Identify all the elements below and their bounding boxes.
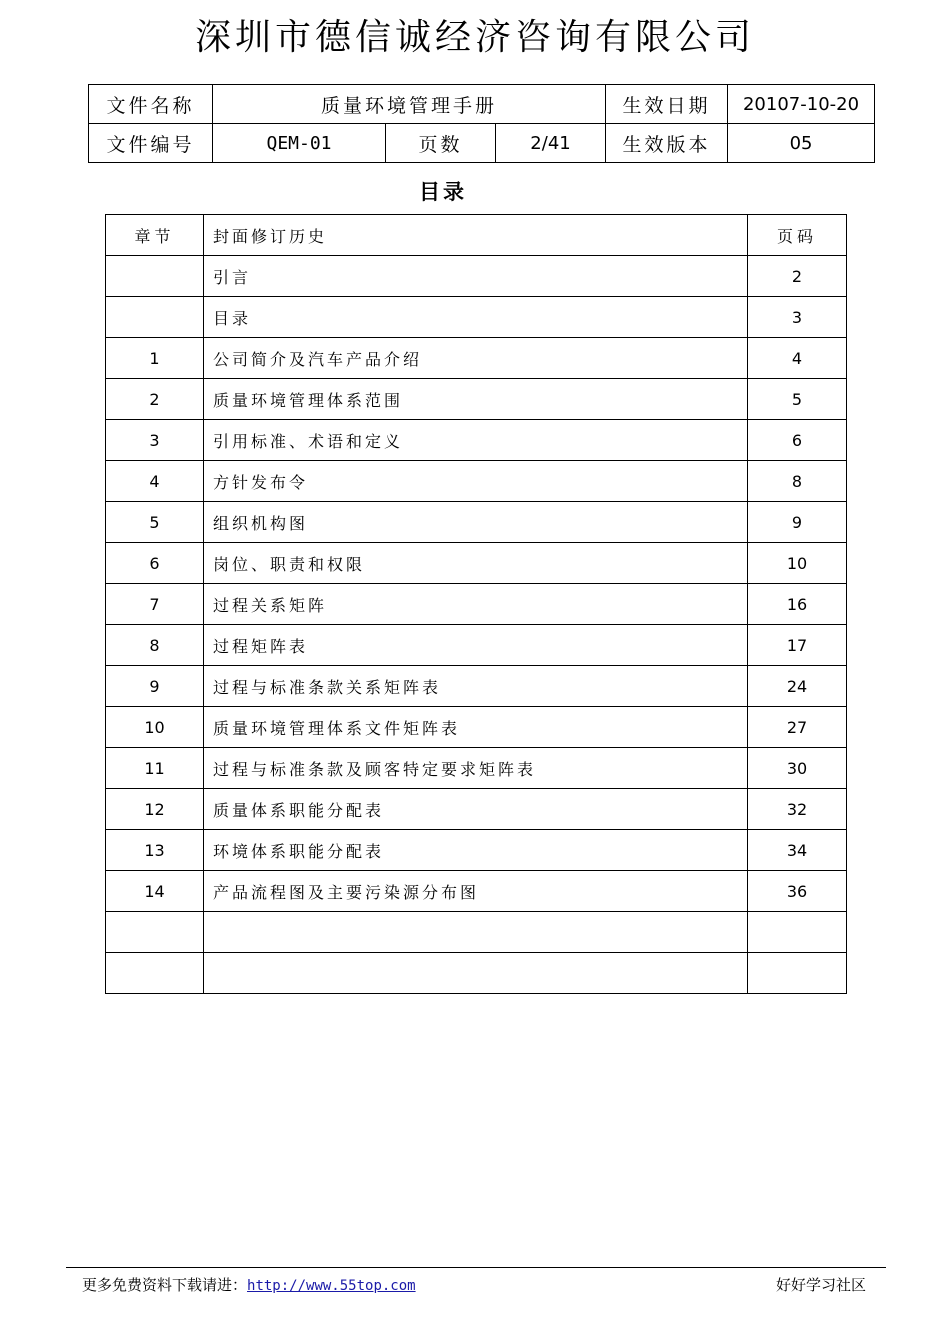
toc-row <box>106 953 847 994</box>
toc-row <box>106 830 847 871</box>
toc-chapter-cell: 3 <box>106 420 204 461</box>
toc-row <box>106 584 847 625</box>
toc-page-cell: 30 <box>748 748 847 789</box>
toc-page-cell <box>748 912 847 953</box>
pages-value: 2/41 <box>496 124 606 163</box>
toc-chapter-cell <box>106 953 204 994</box>
toc-row <box>106 420 847 461</box>
toc-row <box>106 748 847 789</box>
toc-row <box>106 912 847 953</box>
toc-page-cell: 10 <box>748 543 847 584</box>
toc-chapter-cell: 6 <box>106 543 204 584</box>
toc-chapter-cell: 1 <box>106 338 204 379</box>
toc-page-cell: 5 <box>748 379 847 420</box>
toc-page-cell: 17 <box>748 625 847 666</box>
toc-page-cell: 3 <box>748 297 847 338</box>
toc-row <box>106 666 847 707</box>
toc-section-cell: 岗位、职责和权限 <box>204 543 748 584</box>
toc-page-cell: 24 <box>748 666 847 707</box>
toc-section-cell: 质量环境管理体系文件矩阵表 <box>204 707 748 748</box>
toc-section-cell: 公司简介及汽车产品介绍 <box>204 338 748 379</box>
col-section-header: 封面修订历史 <box>204 215 748 256</box>
toc-page-cell: 2 <box>748 256 847 297</box>
toc-page-cell: 32 <box>748 789 847 830</box>
toc-chapter-cell: 4 <box>106 461 204 502</box>
toc-header-row <box>106 215 847 256</box>
doc-name-value: 质量环境管理手册 <box>213 85 606 124</box>
footer-divider <box>66 1267 886 1268</box>
toc-chapter-cell: 13 <box>106 830 204 871</box>
toc-section-cell: 组织机构图 <box>204 502 748 543</box>
footer-community: 好好学习社区 <box>775 1276 866 1294</box>
toc-page-cell <box>748 953 847 994</box>
toc-page-cell: 27 <box>748 707 847 748</box>
toc-section-cell: 质量环境管理体系范围 <box>204 379 748 420</box>
header-row-1 <box>89 85 875 124</box>
toc-page-cell: 6 <box>748 420 847 461</box>
toc-chapter-cell <box>106 256 204 297</box>
effective-date-value: 20107-10-20 <box>728 85 875 124</box>
toc-section-cell: 质量体系职能分配表 <box>204 789 748 830</box>
toc-section-cell: 引言 <box>204 256 748 297</box>
toc-page-cell: 34 <box>748 830 847 871</box>
toc-chapter-cell <box>106 297 204 338</box>
company-title: 深圳市德信诚经济咨询有限公司 <box>194 17 755 58</box>
footer-link[interactable]: http://www.55top.com <box>247 1278 416 1294</box>
toc-chapter-cell: 2 <box>106 379 204 420</box>
toc-chapter-cell: 12 <box>106 789 204 830</box>
doc-no-label: 文件编号 <box>89 124 213 163</box>
col-chapter-header: 章节 <box>106 215 204 256</box>
toc-row <box>106 297 847 338</box>
toc-row <box>106 338 847 379</box>
toc-body <box>106 215 847 994</box>
toc-section-cell: 方针发布令 <box>204 461 748 502</box>
toc-section-cell <box>204 912 748 953</box>
toc-page-cell: 16 <box>748 584 847 625</box>
toc-row <box>106 256 847 297</box>
toc-row <box>106 379 847 420</box>
toc-chapter-cell: 10 <box>106 707 204 748</box>
toc-section-cell <box>204 953 748 994</box>
toc-chapter-cell: 5 <box>106 502 204 543</box>
toc-table <box>105 214 847 994</box>
footer-download-text: 更多免费资料下载请进： <box>82 1276 248 1294</box>
toc-section-cell: 环境体系职能分配表 <box>204 830 748 871</box>
toc-section-cell: 过程与标准条款及顾客特定要求矩阵表 <box>204 748 748 789</box>
toc-section-cell: 引用标准、术语和定义 <box>204 420 748 461</box>
toc-chapter-cell: 8 <box>106 625 204 666</box>
toc-heading: 目录 <box>419 180 467 204</box>
toc-row <box>106 789 847 830</box>
effective-date-label: 生效日期 <box>606 85 728 124</box>
toc-chapter-cell: 14 <box>106 871 204 912</box>
col-page-header: 页码 <box>748 215 847 256</box>
toc-section-cell: 过程矩阵表 <box>204 625 748 666</box>
toc-section-cell: 目录 <box>204 297 748 338</box>
doc-no-value: QEM-01 <box>213 124 386 163</box>
document-header-table <box>88 84 875 163</box>
toc-section-cell: 过程与标准条款关系矩阵表 <box>204 666 748 707</box>
toc-page-cell: 8 <box>748 461 847 502</box>
toc-section-cell: 产品流程图及主要污染源分布图 <box>204 871 748 912</box>
toc-chapter-cell <box>106 912 204 953</box>
toc-chapter-cell: 11 <box>106 748 204 789</box>
toc-row <box>106 625 847 666</box>
footer-left <box>82 1275 416 1296</box>
doc-name-label: 文件名称 <box>89 85 213 124</box>
version-value: 05 <box>728 124 875 163</box>
toc-row <box>106 502 847 543</box>
toc-section-cell: 过程关系矩阵 <box>204 584 748 625</box>
toc-row <box>106 707 847 748</box>
header-row-2 <box>89 124 875 163</box>
toc-chapter-cell: 7 <box>106 584 204 625</box>
toc-page-cell: 4 <box>748 338 847 379</box>
pages-label: 页数 <box>386 124 496 163</box>
toc-row <box>106 543 847 584</box>
toc-row <box>106 871 847 912</box>
toc-page-cell: 9 <box>748 502 847 543</box>
toc-row <box>106 461 847 502</box>
toc-chapter-cell: 9 <box>106 666 204 707</box>
version-label: 生效版本 <box>606 124 728 163</box>
toc-page-cell: 36 <box>748 871 847 912</box>
